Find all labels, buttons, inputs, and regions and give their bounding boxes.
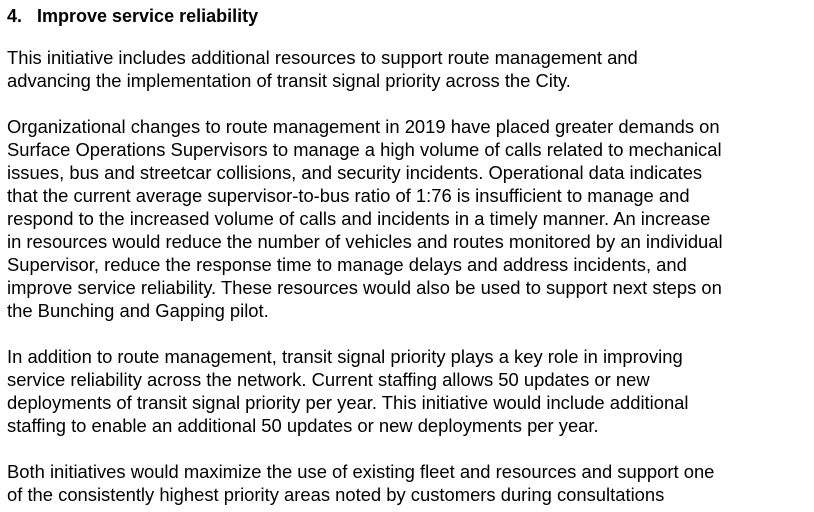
text-line: issues, bus and streetcar collisions, and security incidents. Operational data indicates: [7, 162, 703, 183]
text-line: the Bunching and Gapping pilot.: [7, 300, 269, 321]
section-heading: [7, 5, 814, 28]
text-line: that the current average supervisor-to-bus ratio of 1:76 is insufficient to manage and: [7, 185, 690, 206]
paragraph-signal-priority: [7, 345, 814, 437]
text-line: In addition to route management, transit signal priority plays a key role in improving: [7, 346, 683, 367]
text-line: Supervisor, reduce the response time to manage delays and address incidents, and: [7, 254, 687, 275]
text-line: advancing the implementation of transit signal priority across the City.: [7, 70, 571, 91]
paragraph-conclusion: [7, 460, 814, 506]
text-line: of the consistently highest priority areas noted by customers during consultations: [7, 484, 665, 505]
paragraph-intro: [7, 46, 814, 92]
text-line: staffing to enable an additional 50 updates or new deployments per year.: [7, 415, 599, 436]
section-title: Improve service reliability: [37, 6, 259, 26]
text-line: This initiative includes additional resources to support route management and: [7, 47, 638, 68]
section-number: 4.: [7, 6, 23, 26]
text-line: deployments of transit signal priority per year. This initiative would include additional: [7, 392, 689, 413]
text-line: service reliability across the network. Current staffing allows 50 updates or new: [7, 369, 650, 390]
text-line: in resources would reduce the number of vehicles and routes monitored by an individual: [7, 231, 723, 252]
text-line: Surface Operations Supervisors to manage a high volume of calls related to mechanical: [7, 139, 722, 160]
text-line: respond to the increased volume of calls and incidents in a timely manner. An increase: [7, 208, 711, 229]
text-line: Organizational changes to route management in 2019 have placed greater demands on: [7, 116, 720, 137]
text-line: improve service reliability. These resources would also be used to support next steps on: [7, 277, 722, 298]
text-line: Both initiatives would maximize the use of existing fleet and resources and support one: [7, 461, 715, 482]
paragraph-route-management: [7, 115, 814, 322]
